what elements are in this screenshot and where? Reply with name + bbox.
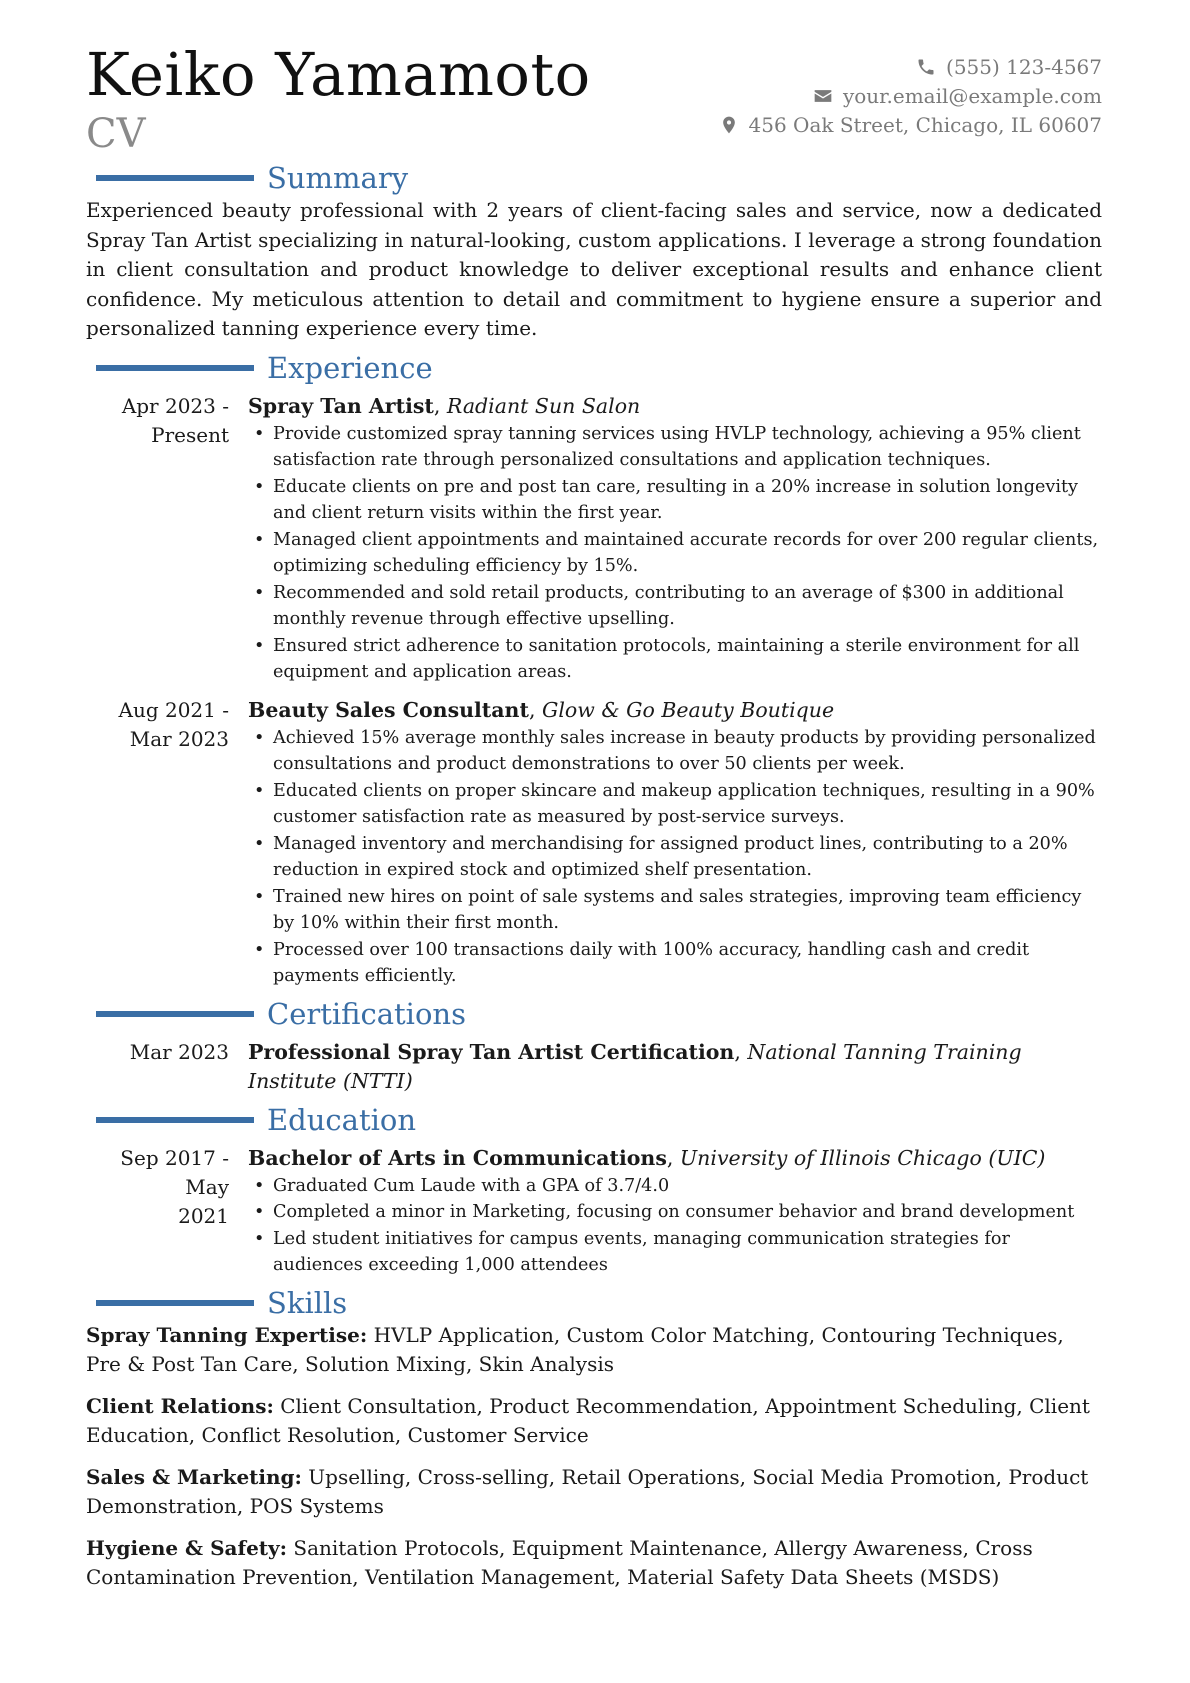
list-item: • Led student initiatives for campus events, managing communication strategies for audiences exceeding 1,000 attendees bbox=[248, 1226, 1102, 1279]
section-title: Skills bbox=[267, 1285, 348, 1320]
skill-label: Client Relations: bbox=[86, 1393, 274, 1418]
list-item: • Processed over 100 transactions daily with 100% accuracy, handling cash and credit payments efficiently. bbox=[248, 937, 1102, 990]
section-divider bbox=[96, 1300, 254, 1306]
section-experience bbox=[86, 350, 1102, 386]
contact-phone[interactable] bbox=[719, 52, 1102, 81]
entry-role: Bachelor of Arts in Communications bbox=[248, 1145, 667, 1170]
list-item: • Ensured strict adherence to sanitation protocols, maintaining a sterile environment for all equipment and application areas. bbox=[248, 633, 1102, 686]
skill-list: HVLP Application, Custom Color Matching, Contouring Techniques, Pre & Post Tan Care, Solution Mixing, Skin Analysis bbox=[86, 1322, 1064, 1376]
entry-heading: Professional Spray Tan Artist Certification, National Tanning Training Institute (NTTI) bbox=[248, 1039, 1022, 1093]
section-divider bbox=[96, 175, 254, 181]
experience-entry bbox=[86, 696, 1102, 994]
phone-icon bbox=[916, 57, 936, 77]
document-subtitle: CV bbox=[86, 111, 146, 157]
list-item: • Achieved 15% average monthly sales increase in beauty products by providing personalized consultations and product demonstrations to over 50 clients per week. bbox=[248, 725, 1102, 778]
entry-role: Spray Tan Artist bbox=[248, 393, 434, 418]
section-divider bbox=[96, 1011, 254, 1017]
section-summary bbox=[86, 160, 1102, 196]
entry-date: Aug 2021 - Mar 2023 bbox=[118, 697, 229, 751]
entry-heading: Beauty Sales Consultant, Glow & Go Beauty Boutique bbox=[248, 697, 835, 722]
section-title: Certifications bbox=[267, 996, 466, 1031]
skill-label: Hygiene & Safety: bbox=[86, 1535, 288, 1560]
address-text: 456 Oak Street, Chicago, IL 60607 bbox=[748, 112, 1102, 137]
list-item: • Recommended and sold retail products, contributing to an average of $300 in additional monthly revenue through effective upselling. bbox=[248, 580, 1102, 633]
list-item: • Graduated Cum Laude with a GPA of 3.7/4.0 bbox=[248, 1173, 1102, 1200]
entry-role: Professional Spray Tan Artist Certification bbox=[248, 1039, 735, 1064]
entry-bullets bbox=[248, 725, 1102, 990]
envelope-icon bbox=[813, 86, 833, 106]
skill-group bbox=[86, 1534, 1102, 1593]
email-text: your.email@example.com bbox=[842, 83, 1102, 108]
entry-heading: Spray Tan Artist, Radiant Sun Salon bbox=[248, 393, 641, 418]
map-pin-icon bbox=[719, 115, 739, 135]
phone-text: (555) 123-4567 bbox=[946, 54, 1102, 79]
section-divider bbox=[96, 1117, 254, 1123]
certification-entry bbox=[86, 1038, 1102, 1096]
entry-organization: Glow & Go Beauty Boutique bbox=[541, 697, 835, 722]
experience-entry bbox=[86, 392, 1102, 690]
list-item: • Managed inventory and merchandising for assigned product lines, contributing to a 20% reduction in expired stock and optimized shelf presentation. bbox=[248, 831, 1102, 884]
entry-organization: University of Illinois Chicago (UIC) bbox=[679, 1145, 1046, 1170]
entry-bullets bbox=[248, 421, 1102, 686]
skill-list: Client Consultation, Product Recommendation, Appointment Scheduling, Client Education, Conflict Resolution, Customer Service bbox=[86, 1393, 1090, 1447]
list-item: • Managed client appointments and maintained accurate records for over 200 regular clients, optimizing scheduling efficiency by 15%. bbox=[248, 527, 1102, 580]
entry-role: Beauty Sales Consultant bbox=[248, 697, 529, 722]
entry-date: Apr 2023 - Present bbox=[121, 393, 229, 447]
entry-organization: Radiant Sun Salon bbox=[446, 393, 641, 418]
section-skills bbox=[86, 1285, 1102, 1321]
section-title: Education bbox=[267, 1102, 417, 1137]
contact-address bbox=[719, 110, 1102, 139]
entry-heading: Bachelor of Arts in Communications, University of Illinois Chicago (UIC) bbox=[248, 1145, 1046, 1170]
skill-group bbox=[86, 1321, 1102, 1380]
summary-text: Experienced beauty professional with 2 years of client-facing sales and service, now a dedicated Spray Tan Artist specializing in natural-looking, custom applications. I leverage a strong foundation in client consultation and product knowledge to deliver exceptional results and enhance client confidence. My meticulous attention to detail and commitment to hygiene ensure a superior and personalized tanning experience every time. bbox=[86, 198, 1102, 340]
list-item: • Educate clients on pre and post tan care, resulting in a 20% increase in solution longevity and client return visits within the first year. bbox=[248, 474, 1102, 527]
education-entry bbox=[86, 1144, 1102, 1283]
entry-date: Mar 2023 bbox=[129, 1039, 229, 1064]
list-item: • Trained new hires on point of sale systems and sales strategies, improving team efficiency by 10% within their first month. bbox=[248, 884, 1102, 937]
list-item: • Provide customized spray tanning services using HVLP technology, achieving a 95% client satisfaction rate through personalized consultations and application techniques. bbox=[248, 421, 1102, 474]
skill-label: Spray Tanning Expertise: bbox=[86, 1322, 368, 1347]
skill-group bbox=[86, 1463, 1102, 1522]
entry-organization: National Tanning Training Institute (NTTI) bbox=[248, 1039, 1022, 1093]
section-certifications bbox=[86, 996, 1102, 1032]
resume-header bbox=[86, 0, 1102, 158]
skill-list: Upselling, Cross-selling, Retail Operations, Social Media Promotion, Product Demonstration, POS Systems bbox=[86, 1464, 1089, 1518]
contact-block bbox=[719, 52, 1102, 139]
section-education bbox=[86, 1102, 1102, 1138]
section-title: Experience bbox=[267, 350, 433, 385]
contact-email[interactable] bbox=[719, 81, 1102, 110]
list-item: • Completed a minor in Marketing, focusing on consumer behavior and brand development bbox=[248, 1199, 1102, 1226]
entry-date: Sep 2017 - May 2021 bbox=[120, 1145, 229, 1228]
skill-list: Sanitation Protocols, Equipment Maintenance, Allergy Awareness, Cross Contamination Prevention, Ventilation Management, Material Safety Data Sheets (MSDS) bbox=[86, 1535, 1033, 1589]
list-item: • Educated clients on proper skincare and makeup application techniques, resulting in a 90% customer satisfaction rate as measured by post-service surveys. bbox=[248, 778, 1102, 831]
skill-label: Sales & Marketing: bbox=[86, 1464, 302, 1489]
section-divider bbox=[96, 365, 254, 371]
section-title: Summary bbox=[267, 161, 409, 195]
candidate-name: Keiko Yamamoto bbox=[86, 40, 591, 109]
entry-bullets bbox=[248, 1173, 1102, 1279]
skill-group bbox=[86, 1392, 1102, 1451]
